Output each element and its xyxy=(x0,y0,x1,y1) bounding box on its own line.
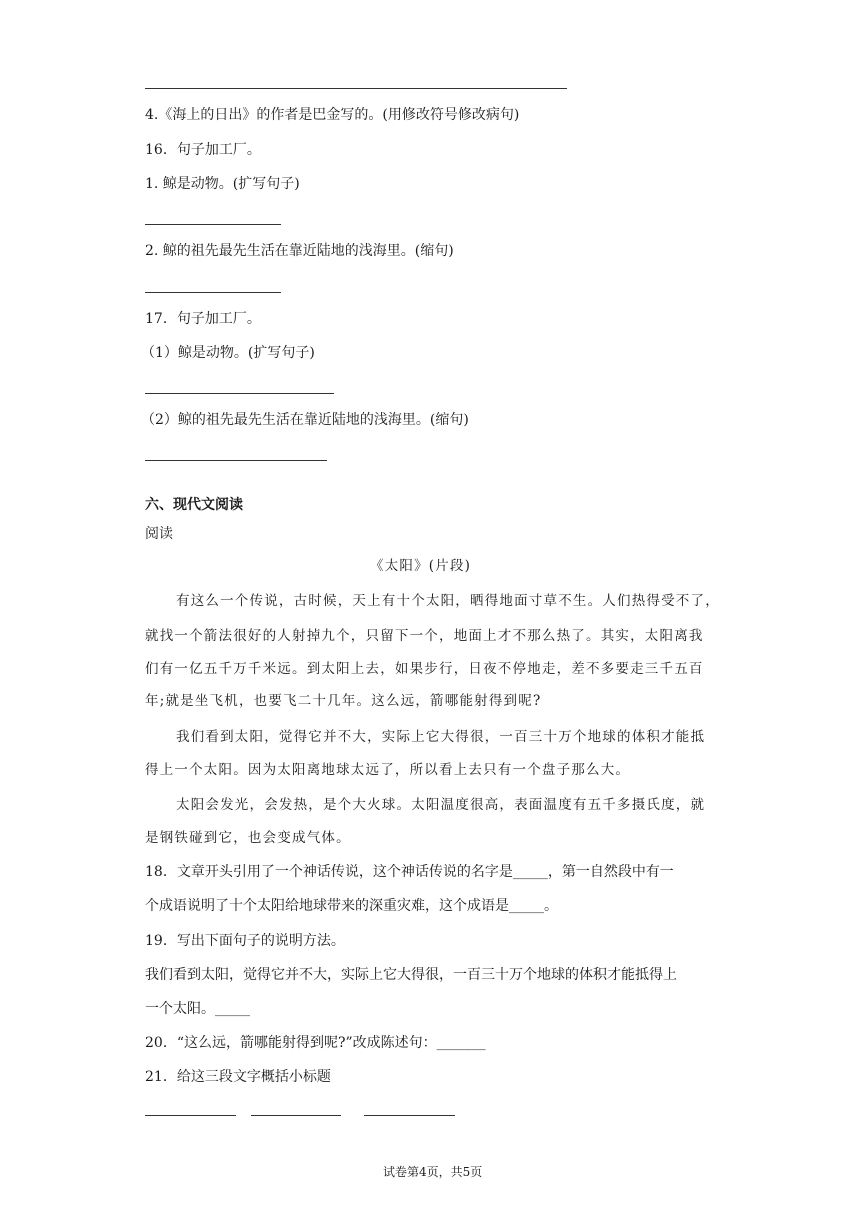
q21-answer-line-2[interactable] xyxy=(251,1115,341,1116)
q18-line1: 18．文章开头引用了一个神话传说，这个神话传说的名字是_____，第一自然段中有一 xyxy=(145,864,674,880)
q21: 21．给这三段文字概括小标题 xyxy=(145,1069,331,1085)
q19-line1: 我们看到太阳，觉得它并不大，实际上它大得很，一百三十万个地球的体积才能抵得上 xyxy=(145,967,677,983)
q16-answer-line-1[interactable] xyxy=(145,224,281,225)
q19-title: 19．写出下面句子的说明方法。 xyxy=(145,933,345,949)
passage-p2-line2: 得上一个太阳。因为太阳离地球太远了，所以看上去只有一个盘子那么大。 xyxy=(145,762,631,778)
passage-p1-line1: 有这么一个传说，古时候，天上有十个太阳，晒得地面寸草不生。人们热得受不了， xyxy=(176,593,720,609)
q17-item-1: （1）鲸是动物。(扩写句子) xyxy=(141,345,315,361)
q17-item-2: （2）鲸的祖先最先生活在靠近陆地的浅海里。(缩句) xyxy=(141,412,469,428)
passage-p2-line1: 我们看到太阳，觉得它并不大，实际上它大得很，一百三十万个地球的体积才能抵 xyxy=(176,729,706,745)
page-footer: 试卷第4页，共5页 xyxy=(383,1165,483,1179)
answer-line-top[interactable] xyxy=(145,88,567,89)
q21-answer-line-1[interactable] xyxy=(145,1115,236,1116)
section-heading: 六、现代文阅读 xyxy=(145,497,243,513)
q18-line2: 个成语说明了十个太阳给地球带来的深重灾难，这个成语是_____。 xyxy=(145,898,558,914)
q21-answer-line-3[interactable] xyxy=(364,1115,455,1116)
passage-p3-line1: 太阳会发光，会发热，是个大火球。太阳温度很高，表面温度有五千多摄氏度，就 xyxy=(176,797,706,813)
q16-title: 16．句子加工厂。 xyxy=(145,142,261,158)
q19-line2: 一个太阳。_____ xyxy=(145,1001,250,1017)
q16-answer-line-2[interactable] xyxy=(145,292,281,293)
q20: 20．“这么远，箭哪能射得到呢?”改成陈述句：_______ xyxy=(145,1035,486,1051)
q16-item-2: 2. 鲸的祖先最先生活在靠近陆地的浅海里。(缩句) xyxy=(145,243,454,259)
passage-title: 《太阳》(片段) xyxy=(370,558,472,574)
q17-answer-line-1[interactable] xyxy=(145,393,334,394)
q16-item-1: 1. 鲸是动物。(扩写句子) xyxy=(145,176,300,192)
q15-item-4: 4.《海上的日出》的作者是巴金写的。(用修改符号修改病句) xyxy=(145,107,520,123)
passage-p1-line3: 们有一亿五千万千米远。到太阳上去，如果步行，日夜不停地走，差不多要走三千五百 xyxy=(145,661,704,677)
passage-p1-line4: 年;就是坐飞机，也要飞二十几年。这么远，箭哪能射得到呢? xyxy=(145,693,542,709)
section-subheading: 阅读 xyxy=(145,526,173,542)
q17-answer-line-2[interactable] xyxy=(145,460,327,461)
passage-p1-line2: 就找一个箭法很好的人射掉九个，只留下一个，地面上才不那么热了。其实，太阳离我 xyxy=(145,628,704,644)
q17-title: 17．句子加工厂。 xyxy=(145,311,261,327)
passage-p3-line2: 是钢铁碰到它，也会变成气体。 xyxy=(145,830,351,846)
